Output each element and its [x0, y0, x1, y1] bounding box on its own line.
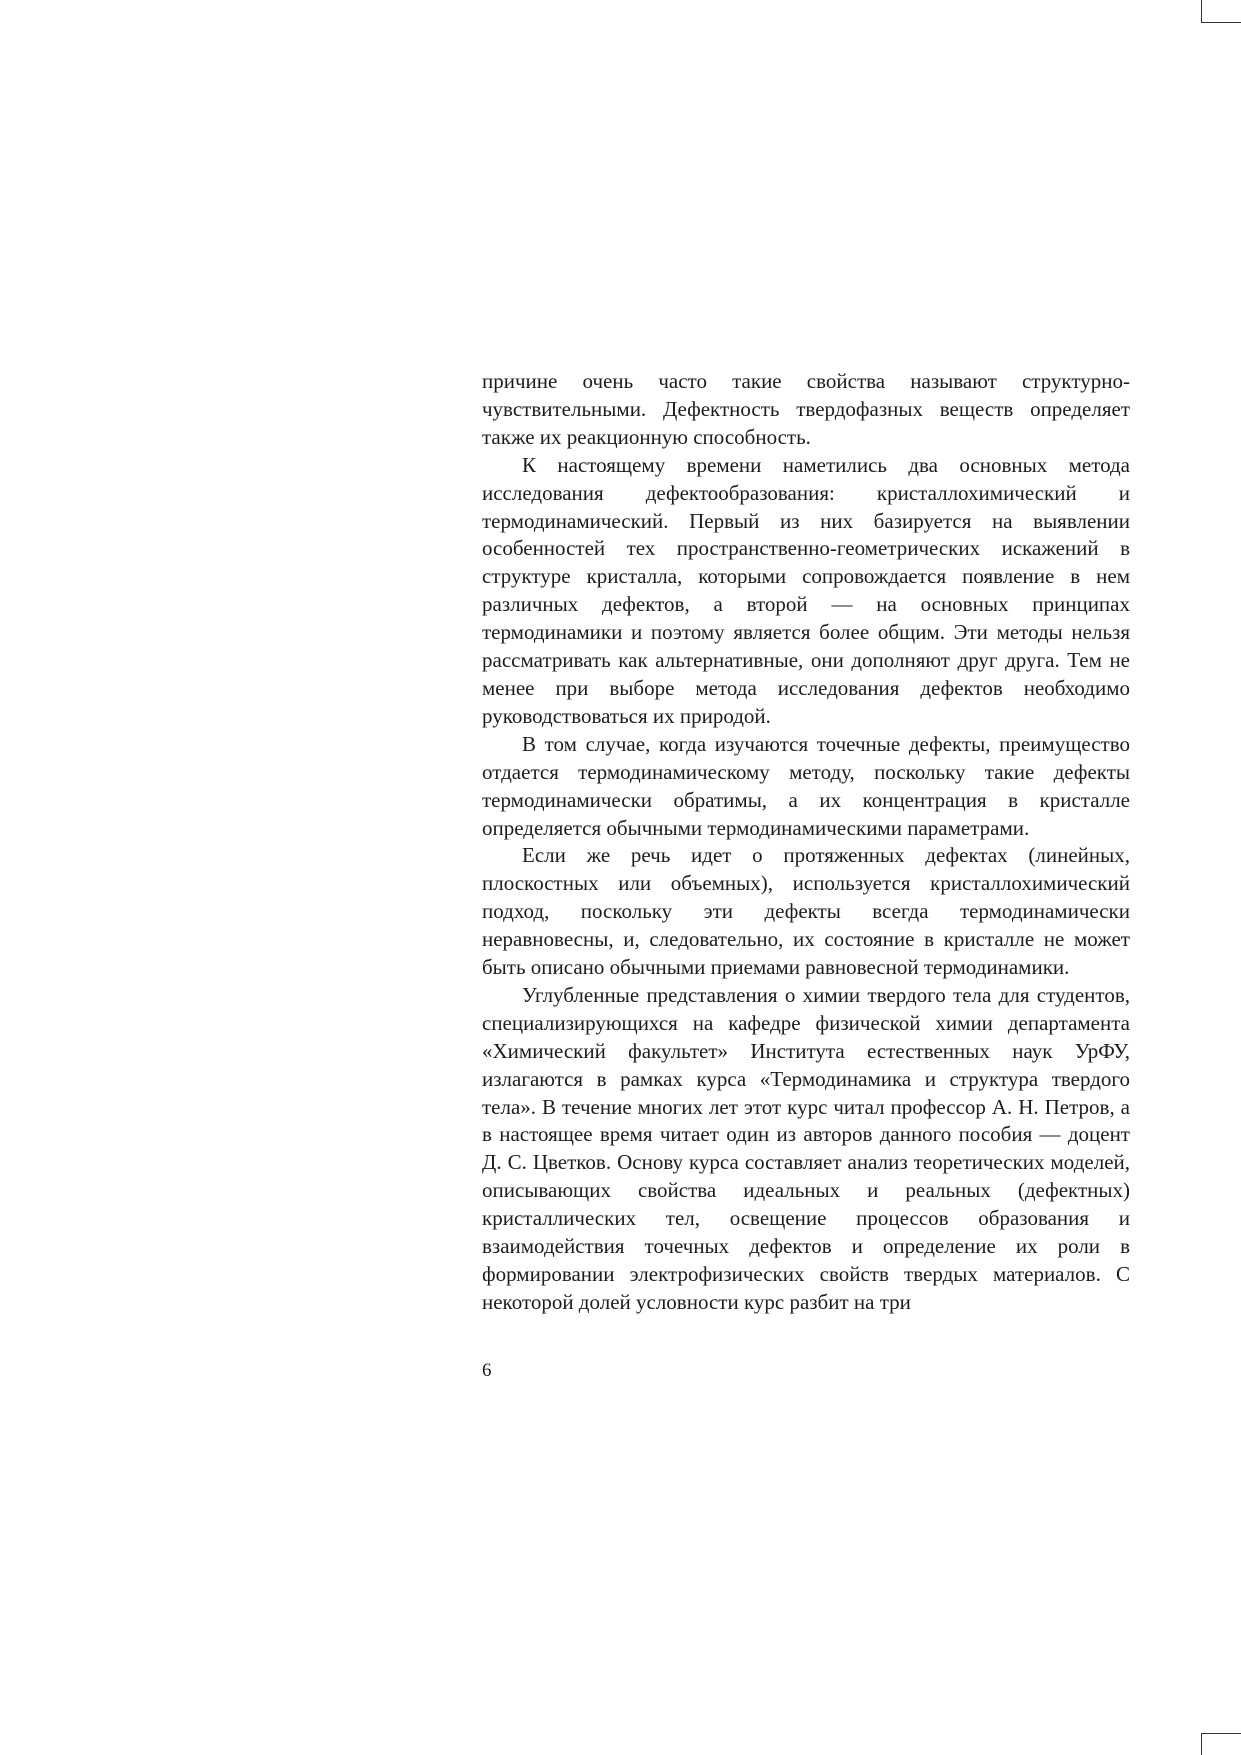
paragraph: К настоящему времени наметились два основных метода исследования дефектообразования: кристаллохимический и термодинамический. Первый из них базируется на выявлении особенностей тех пространственно-геометрических искажений в структуре кристалла, которыми сопровождается появление в нем различных дефектов, а второй — на основных принципах термодинамики и поэтому является более общим. Эти методы нельзя рассматривать как альтернативные, они дополняют друг друга. Тем не менее при выборе метода исследования дефектов необходимо руководствоваться их природой. [482, 452, 1130, 728]
crop-mark-bottom-vertical [1201, 1733, 1202, 1755]
crop-mark-top-vertical [1201, 0, 1202, 22]
crop-mark-top-horizontal [1201, 22, 1241, 23]
paragraph: Если же речь идет о протяженных дефектах (линейных, плоскостных или объемных), используется кристаллохимический подход, поскольку эти дефекты всегда термодинамически неравновесны, и, следовательно, их состояние в кристалле не может быть описано обычными приемами равновесной термодинамики. [482, 843, 1130, 980]
paragraph: причине очень часто такие свойства называют структурно-чувствительными. Дефектность твердофазных веществ определяет также их реакционную способность. [482, 369, 1130, 449]
crop-mark-bottom-horizontal [1201, 1733, 1241, 1734]
paragraph: Углубленные представления о химии твердого тела для студентов, специализирующихся на кафедре физической химии департамента «Химический факультет» Института естественных наук УрФУ, излагаются в рамках курса «Термодинамика и структура твердого тела». В течение многих лет этот курс читал профессор А. Н. Петров, а в настоящее время читает один из авторов данного пособия — доцент Д. С. Цветков. Основу курса составляет анализ теоретических моделей, описывающих свойства идеальных и реальных (дефектных) кристаллических тел, освещение процессов образования и взаимодействия точечных дефектов и определение их роли в формировании электрофизических свойств твердых материалов. С некоторой долей условности курс разбит на три [482, 982, 1130, 1314]
page-number: 6 [482, 1360, 492, 1381]
body-text [482, 368, 1130, 1317]
paragraph: В том случае, когда изучаются точечные дефекты, преимущество отдается термодинамическому методу, поскольку такие дефекты термодинамически обратимы, а их концентрация в кристалле определяется обычными термодинамическими параметрами. [482, 731, 1130, 840]
